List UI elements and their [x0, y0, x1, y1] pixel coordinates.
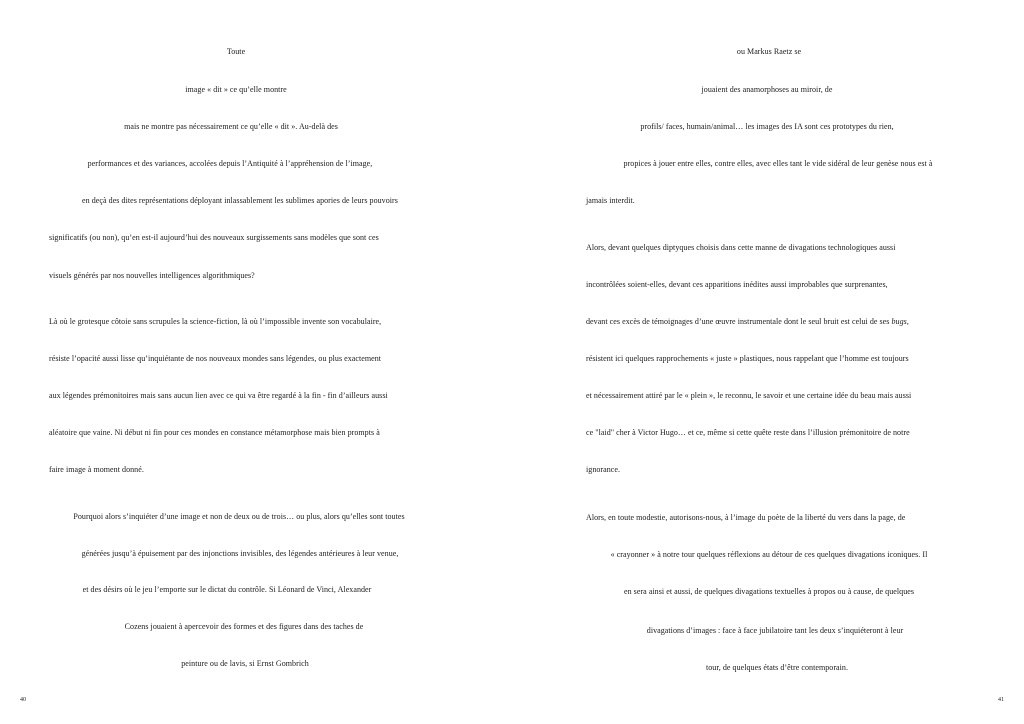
- text-line: « crayonner » à notre tour quelques réflexions au détour de ces quelques divagations iconiques. Il: [610, 550, 928, 559]
- text-line: incontrôlées soient-elles, devant ces apparitions inédites aussi improbables que surprenantes,: [586, 280, 888, 289]
- text-line: Pourquoi alors s’inquiéter d’une image et non de deux ou de trois… ou plus, alors qu’elles sont toutes: [73, 512, 405, 521]
- page-number: 40: [20, 697, 26, 703]
- text-line: jouaient des anamorphoses au miroir, de: [701, 85, 833, 94]
- text-line: Alors, devant quelques diptyques choisis dans cette manne de divagations technologiques aussi: [586, 243, 896, 252]
- text-line: et nécessairement attiré par le « plein », le reconnu, le savoir et une certaine idée du beau mais aussi: [586, 391, 912, 400]
- text-line: Là où le grotesque côtoie sans scrupules la science-fiction, là où l’impossible invente son vocabulaire,: [49, 317, 382, 326]
- emphasis: bugs: [891, 317, 907, 326]
- text-line: mais ne montre pas nécessairement ce qu’elle « dit ». Au-delà des: [124, 122, 338, 131]
- text-line: ou Markus Raetz se: [736, 47, 802, 56]
- text-line: ignorance.: [586, 465, 621, 474]
- text-line: jamais interdit.: [586, 196, 635, 205]
- text-line: devant ces excès de témoignages d’une œuvre instrumentale dont le seul bruit est celui de ses bugs,: [586, 317, 909, 326]
- text-line: significatifs (ou non), qu’en est-il aujourd’hui des nouveaux surgissements sans modèles que sont ces: [49, 233, 379, 242]
- text-line: Alors, en toute modestie, autorisons-nous, à l’image du poète de la liberté du vers dans la page, de: [586, 513, 906, 522]
- text-line: générées jusqu’à épuisement par des injonctions invisibles, des légendes antérieures à leur venue,: [81, 549, 399, 558]
- text-line: en deçà des dites représentations déployant inlassablement les sublimes apories de leurs pouvoirs: [82, 196, 398, 205]
- right-page: [512, 0, 1024, 724]
- text-line: résiste l’opacité aussi lisse qu’inquiétante de nos nouveaux mondes sans légendes, ou plus exactement: [49, 354, 382, 363]
- text-line: ce "laid" cher à Victor Hugo… et ce, même si cette quête reste dans l’illusion prémonitoire de notre: [586, 428, 910, 437]
- text-line: aléatoire que vaine. Ni début ni fin pour ces mondes en constance métamorphose mais bien prompts à: [49, 428, 380, 437]
- page-number: 41: [998, 697, 1004, 703]
- text-line: Toute: [226, 47, 246, 56]
- text-line: tour, de quelques états d’être contemporain.: [705, 663, 849, 672]
- text-line: performances et des variances, accolées depuis l’Antiquité à l’appréhension de l’image,: [87, 159, 373, 168]
- text-line: image « dit » ce qu’elle montre: [185, 85, 287, 94]
- text-line: peinture ou de lavis, si Ernst Gombrich: [181, 659, 309, 668]
- text-line: et des désirs où le jeu l’emporte sur le dictat du contrôle. Si Léonard de Vinci, Alexander: [82, 585, 372, 594]
- text-line: propices à jouer entre elles, contre elles, avec elles tant le vide sidéral de leur genèse nous est à: [623, 159, 933, 168]
- text-line: divagations d’images : face à face jubilatoire tant les deux s’inquiéteront à leur: [646, 626, 904, 635]
- text-line: résistent ici quelques rapprochements « juste » plastiques, nous rappelant que l’homme est toujours: [586, 354, 909, 363]
- text-line: profils/ faces, humain/animal… les images des IA sont ces prototypes du rien,: [640, 122, 894, 131]
- text-line: faire image à moment donné.: [49, 465, 144, 474]
- text-line: visuels générés par nos nouvelles intelligences algorithmiques?: [49, 271, 255, 280]
- text-line: en sera ainsi et aussi, de quelques divagations textuelles à propos ou à cause, de quelques: [623, 587, 915, 596]
- text-line: Cozens jouaient à apercevoir des formes et des figures dans des taches de: [124, 622, 364, 631]
- text-line: aux légendes prémonitoires mais sans aucun lien avec ce qui va être regardé à la fin - fin d’ailleurs aussi: [49, 391, 388, 400]
